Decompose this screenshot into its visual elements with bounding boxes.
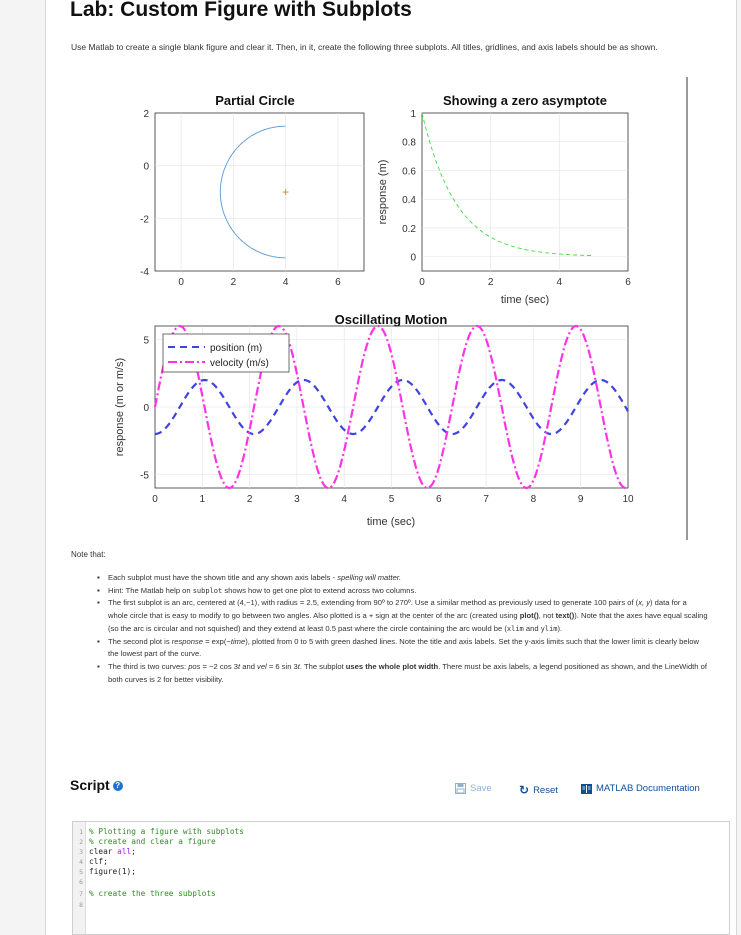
code-line[interactable] <box>73 857 108 867</box>
line-number: 5 <box>79 868 83 876</box>
code-line[interactable] <box>73 889 216 899</box>
line-number: 2 <box>79 838 83 846</box>
line-number: 4 <box>79 858 83 866</box>
axes-box-1 <box>155 113 364 271</box>
save-button[interactable] <box>455 783 492 794</box>
notes-heading: Note that: <box>71 550 106 559</box>
x-tick-label: 6 <box>436 494 442 505</box>
note-item <box>108 636 708 661</box>
subplot-partial-circle <box>140 93 364 288</box>
x-tick-label: 1 <box>199 494 206 505</box>
script-title-text: Script <box>70 777 110 793</box>
plot-title-oscillating: Oscillating Motion <box>334 312 448 327</box>
note-3-text: The first subplot is an arc, centered at (4,−1), with radius = 2.5, extending from 90º to 270º. Use a similar method as previously used to generate 100 pairs of (x, y) data for a whole circle that is easy to modify to go between two angles. Also plotted is a + sign at the center of the arc (created using plot(), not text()). Note that the axes have equal scaling (so the arc is circular and not squished) and they extend at least 0.5 past where the circle containing the arc would be (xlim and ylim). <box>108 598 708 633</box>
code-line[interactable] <box>73 867 136 877</box>
x-tick-label: 4 <box>556 277 563 288</box>
figure-area <box>95 72 695 542</box>
x-tick-label: 8 <box>530 494 537 505</box>
code-text: clf; <box>89 857 108 866</box>
y-tick-label: 0.8 <box>402 137 416 149</box>
y-tick-label: 0 <box>410 252 416 264</box>
note-1-text: Each subplot must have the shown title and any shown axis labels - spelling will matter. <box>108 573 402 582</box>
y-tick-label: 0.6 <box>402 166 416 178</box>
reset-icon: ↻ <box>519 783 530 797</box>
x-tick-label: 3 <box>294 494 300 505</box>
line-number: 8 <box>79 901 83 909</box>
page-title: Lab: Custom Figure with Subplots <box>70 0 412 21</box>
x-tick-label: 4 <box>341 494 347 505</box>
y-tick-label: 5 <box>143 335 149 347</box>
x-tick-label: 7 <box>483 494 489 505</box>
code-text: % Plotting a figure with subplots <box>89 827 244 836</box>
figure-svg <box>95 72 695 542</box>
script-heading <box>70 777 123 793</box>
note-5-text: The third is two curves: pos = −2 cos 3t and vel = 6 sin 3t. The subplot uses the whole plot width. There must be axis labels, a legend positioned as shown, and the LineWidth of both curves is 2 for better visibility. <box>108 661 707 684</box>
x-tick-label: 6 <box>335 277 341 288</box>
line-number: 3 <box>79 848 83 856</box>
x-tick-label: 9 <box>577 494 584 505</box>
x-tick-label: 2 <box>487 277 494 288</box>
x-tick-label: 4 <box>282 277 289 288</box>
note-item <box>108 597 708 635</box>
y-tick-label: 0.4 <box>402 195 416 207</box>
right-scrollbar[interactable] <box>736 0 741 935</box>
line-number: 1 <box>79 828 83 836</box>
help-icon[interactable]: ? <box>113 781 123 791</box>
x-tick-label: 6 <box>625 277 631 288</box>
code-token: clear <box>89 847 118 856</box>
x-tick-label: 0 <box>178 277 184 288</box>
save-icon <box>455 783 466 794</box>
code-keyword: all <box>117 847 132 856</box>
code-line[interactable] <box>73 837 216 847</box>
reset-label: Reset <box>533 784 558 796</box>
note-item <box>108 572 708 585</box>
note-4-text: The second plot is response = exp(−time), plotted from 0 to 5 with green dashed lines. Note the title and axis labels. Set the y-axis limits such that the lower limit is clearly below the lowest part of the curve. <box>108 636 699 659</box>
code-token: ; <box>131 847 136 856</box>
legend <box>163 334 289 372</box>
code-text <box>89 847 136 857</box>
subplot-oscillating <box>114 312 634 528</box>
xlabel-3: time (sec) <box>366 516 416 528</box>
xlabel-2: time (sec) <box>500 294 550 306</box>
code-line[interactable] <box>73 847 136 857</box>
code-line[interactable] <box>73 900 83 910</box>
code-text: % create the three subplots <box>89 889 216 898</box>
reset-button[interactable] <box>519 783 558 797</box>
book-icon <box>581 784 592 794</box>
legend-label-position: position (m) <box>210 343 263 354</box>
intro-text: Use Matlab to create a single blank figure and clear it. Then, in it, create the following three subplots. All titles, gridlines, and axis labels should be as shown. <box>71 42 658 52</box>
y-tick-label: -5 <box>140 470 149 482</box>
save-label: Save <box>470 783 492 794</box>
subplot-zero-asymptote <box>377 93 631 306</box>
code-text: figure(1); <box>89 867 136 876</box>
y-tick-label: 0 <box>143 161 149 173</box>
x-tick-label: 2 <box>230 277 237 288</box>
y-tick-label: 0.2 <box>402 223 416 235</box>
ylabel-2: response (m) <box>377 159 389 225</box>
note-2-text: Hint: The Matlab help on subplot shows how to get one plot to extend across two columns. <box>108 585 417 595</box>
code-line[interactable] <box>73 827 244 837</box>
y-tick-label: 1 <box>410 109 416 120</box>
y-tick-label: -2 <box>140 214 149 226</box>
notes-list <box>108 572 708 686</box>
code-line[interactable] <box>73 877 83 887</box>
note-item <box>108 585 708 598</box>
x-tick-label: 0 <box>419 277 425 288</box>
center-plus-marker: + <box>282 185 290 199</box>
x-tick-label: 0 <box>152 494 158 505</box>
ylabel-3: response (m or m/s) <box>114 357 126 457</box>
y-tick-label: -4 <box>140 267 149 278</box>
plot-title-zero-asymptote: Showing a zero asymptote <box>443 93 607 108</box>
y-tick-label: 2 <box>143 109 149 120</box>
y-tick-label: 0 <box>143 403 149 414</box>
axes-box-2 <box>422 113 628 271</box>
documentation-label: MATLAB Documentation <box>596 783 700 794</box>
x-tick-label: 2 <box>246 494 253 505</box>
line-number: 7 <box>79 890 83 898</box>
line-number: 6 <box>79 878 83 886</box>
left-margin <box>0 0 46 935</box>
code-text: % create and clear a figure <box>89 837 216 846</box>
note-item <box>108 661 708 686</box>
code-editor[interactable] <box>72 821 730 935</box>
x-tick-label: 5 <box>388 494 395 505</box>
x-tick-label: 10 <box>622 494 634 505</box>
plot-title-partial-circle: Partial Circle <box>215 93 295 108</box>
matlab-documentation-link[interactable] <box>581 783 700 794</box>
legend-label-velocity: velocity (m/s) <box>210 358 269 369</box>
